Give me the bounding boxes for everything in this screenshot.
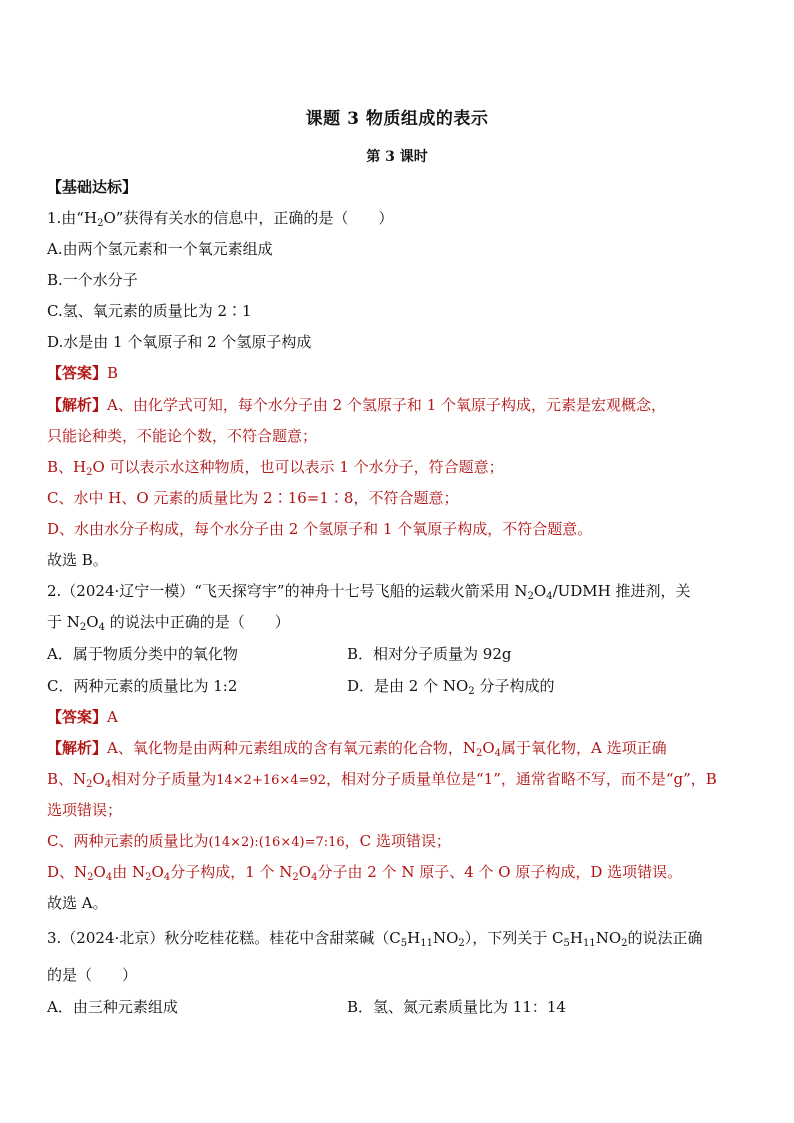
q1-option-a: A.由两个氢元素和一个氧元素组成 [47,240,273,258]
q1-option-c: C.氢、氧元素的质量比为 2∶1 [47,302,252,320]
q2-analysis-b-cont: 选项错误； [47,801,123,819]
q1-stem: 1.由“$H_2O$”获得有关水的信息中，正确的是（ ） [47,209,394,229]
q2-option-c: C．两种元素的质量比为 1:2 [47,677,238,695]
q2-analysis-d: D、$N_2O_4$由 $N_2O_4$分子构成，1 个 $N_2O_4$分子由 2 个 N 原子、4 个 O 原子构成，D 选项错误。 [47,863,683,883]
q2-analysis-c: C、两种元素的质量比为(14×2):(16×4)=7:16，C 选项错误； [47,832,451,850]
page-subtitle: 第 3 课时 [366,149,428,165]
q2-stem-line1: 2.（2024·辽宁一模）“飞天探穹宇”的神舟十七号飞船的运载火箭采用 $N_2O_4$/UDMH 推进剂，关 [47,582,691,602]
q2-option-d: D．是由 2 个 $NO_2$ 分子构成的 [347,677,555,697]
q1-conclusion: 故选 B。 [47,551,108,569]
q3-stem-line1: 3.（2024·北京）秋分吃桂花糕。桂花中含甜菜碱$(C_5H_{11}NO_2)$，下列关于 $C_5H_{11}NO_2$的说法正确 [47,929,703,949]
q3-stem-line2: 的是（ ） [47,966,138,984]
q2-analysis-a: 【解析】A、氧化物是由两种元素组成的含有氧元素的化合物，$N_2O_4$属于氧化物，A 选项正确 [47,739,667,759]
page-title: 课题 3 物质组成的表示 [305,109,489,129]
q2-conclusion: 故选 A。 [47,894,108,912]
q2-options-row2 [47,676,747,696]
q2-option-a: A．属于物质分类中的氧化物 [47,645,238,663]
q1-analysis-a-cont: 只能论种类，不能论个数，不符合题意； [47,427,318,445]
q1-option-b: B.一个水分子 [47,271,138,289]
q2-analysis-b: B、$N_2O_4$相对分子质量为14×2+16×4=92，相对分子质量单位是“1”，通常省略不写，而不是“g”，B [47,770,717,790]
q3-options-row1 [47,997,747,1017]
q2-option-b: B．相对分子质量为 92g [347,645,512,663]
q3-option-b: B．氢、氮元素质量比为 11：14 [347,998,566,1016]
q1-analysis-d: D、水由水分子构成，每个水分子由 2 个氢原子和 1 个氧原子构成，不符合题意。 [47,520,593,538]
q1-answer: 【答案】B [47,364,119,382]
q1-option-d: D.水是由 1 个氧原子和 2 个氢原子构成 [47,333,312,351]
q1-analysis-a: 【解析】A、由化学式可知，每个水分子由 2 个氢原子和 1 个氧原子构成，元素是宏观概念， [47,396,667,414]
q1-analysis-c: C、水中 H、O 元素的质量比为 2∶16=1∶8，不符合题意； [47,489,459,507]
q3-option-a: A．由三种元素组成 [47,998,178,1016]
section-heading: 【基础达标】 [47,178,138,196]
q2-options-row1 [47,644,747,664]
q2-answer: 【答案】A [47,708,118,726]
q1-analysis-b: B、$H_2O$ 可以表示水这种物质，也可以表示 1 个水分子，符合题意； [47,458,504,478]
q2-stem-line2: 于 $N_2O_4$ 的说法中正确的是（ ） [47,613,290,633]
